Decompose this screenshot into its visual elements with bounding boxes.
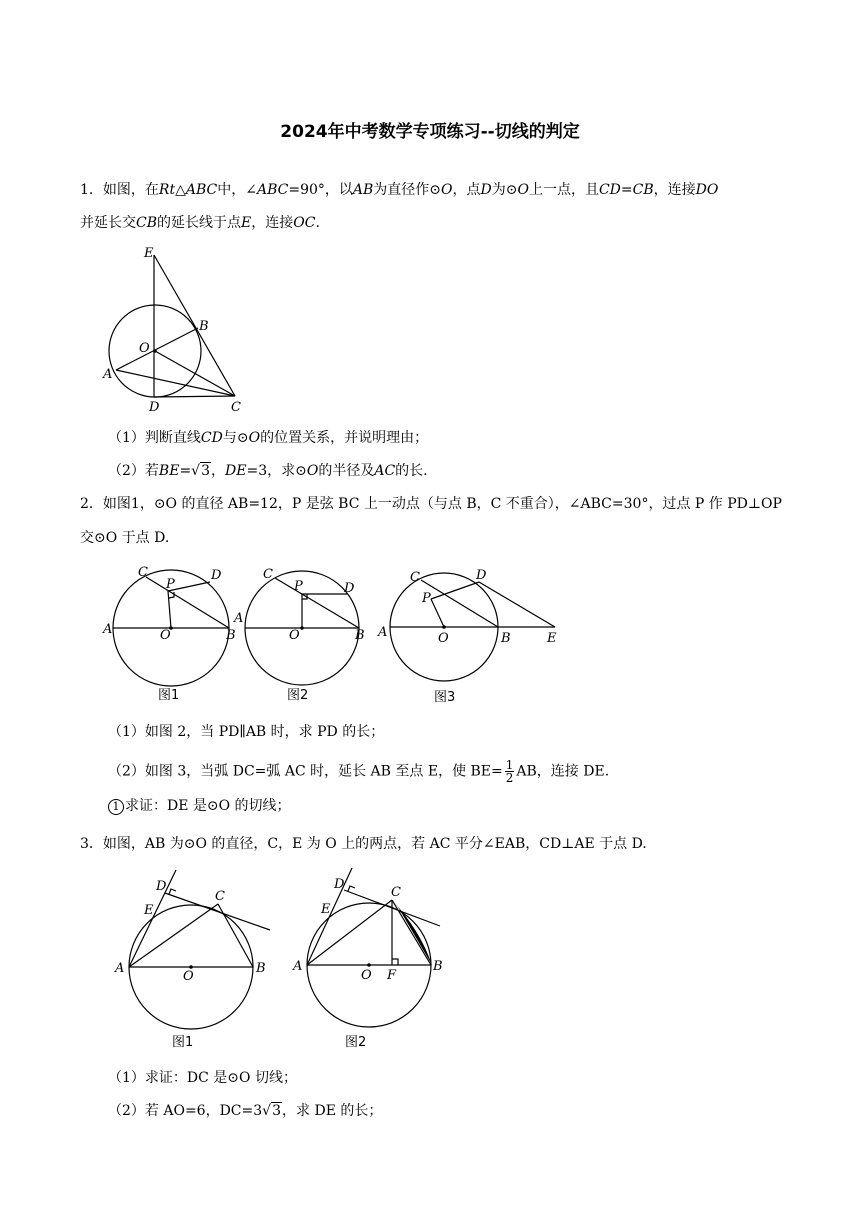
q1-sub2 — [108, 461, 428, 481]
q2-figure-2 — [230, 562, 370, 712]
q2-fig2-caption: 图2 — [287, 688, 309, 703]
q1-label-c: C — [231, 400, 241, 415]
q1-text: 1．如图，在 — [80, 182, 159, 198]
q1-label-o: O — [139, 341, 150, 356]
q2-f3-label-e: E — [547, 631, 557, 646]
q2-f3-label-d: D — [476, 568, 487, 583]
q1-text: ABC — [256, 182, 289, 198]
q2-f2-label-d: D — [344, 581, 355, 596]
sqrt-radicand: 3 — [201, 463, 211, 479]
q1-text: BE — [158, 463, 180, 479]
q1-figure — [95, 245, 255, 415]
q2-f2-label-p: P — [294, 579, 303, 594]
q2-f2-label-a: A — [234, 611, 244, 626]
sqrt-symbol: √3 — [191, 463, 211, 479]
q1-text: ，连接 — [251, 215, 294, 231]
q1-text: Rt△ABC — [158, 182, 218, 198]
q3-f1-label-a: A — [115, 961, 125, 976]
q2-f1-label-b: B — [226, 628, 236, 643]
q3-f2-label-b: B — [433, 959, 443, 974]
q1-text: =3，求⊙ — [246, 463, 307, 479]
q2-f1-label-d: D — [211, 568, 222, 583]
q1-line2 — [80, 213, 320, 233]
q3-text: （2）若 AO=6，DC= — [108, 1103, 254, 1119]
q3-text: ，求 DE 的长； — [282, 1103, 383, 1119]
q1-text: 的长. — [395, 463, 428, 479]
q1-line1 — [80, 180, 718, 200]
q2-f3-label-c: C — [410, 570, 420, 585]
q1-text: . — [315, 215, 320, 231]
q2-text: 求证：DE 是⊙O 的切线； — [125, 798, 291, 814]
q3-f1-label-o: O — [183, 969, 194, 984]
q1-sub1 — [108, 428, 428, 448]
q3-sub2 — [108, 1101, 382, 1121]
q2-f3-label-b: B — [501, 631, 511, 646]
q1-label-d: D — [149, 400, 160, 415]
q1-text: CD=CB — [598, 182, 654, 198]
q1-text: =90°，以 — [288, 182, 353, 198]
q2-figure-3 — [375, 562, 575, 712]
q1-text: AC — [374, 463, 396, 479]
q1-text: ， — [211, 463, 226, 479]
q1-text: ，点 — [452, 182, 481, 198]
q1-text: 为⊙ — [491, 182, 518, 198]
q3-sub1: （1）求证：DC 是⊙O 切线； — [108, 1070, 297, 1086]
fraction — [505, 759, 515, 784]
q1-text: DO — [695, 182, 719, 198]
q3-figure-1 — [110, 866, 280, 1056]
q2-fig3-caption: 图3 — [434, 690, 456, 705]
q3-f2-label-a: A — [293, 959, 303, 974]
q3-f2-label-c: C — [391, 885, 401, 900]
q1-text: O — [248, 430, 261, 446]
q1-text: DE — [225, 463, 247, 479]
q2-f3-label-a: A — [378, 625, 388, 640]
q1-text: （1）判断直线 — [108, 430, 201, 446]
q3-fig2-caption: 图2 — [345, 1035, 367, 1050]
q2-line1: 2．如图1，⊙O 的直径 AB=12，P 是弦 BC 上一动点（与点 B，C 不重合），∠ABC=30°，过点 P 作 PD⊥OP — [80, 496, 782, 512]
q2-f2-label-c: C — [263, 567, 273, 582]
q1-text: = — [179, 463, 192, 479]
q2-figure-1 — [100, 562, 240, 712]
q1-text: O — [441, 182, 453, 198]
q1-text: 的延长线于点 — [157, 215, 241, 231]
q1-label-e: E — [144, 246, 154, 261]
q3-fig1-caption: 图1 — [172, 1035, 194, 1050]
q3-f2-label-o: O — [361, 968, 372, 983]
q2-line2: 交⊙O 于点 D. — [80, 530, 170, 546]
q1-text: 的位置关系，并说明理由； — [260, 430, 429, 446]
q2-f1-label-o: O — [160, 628, 171, 643]
q1-text: AB — [352, 182, 374, 198]
q3-f1-label-d: D — [156, 879, 167, 894]
q2-sub3 — [108, 796, 291, 816]
q1-text: 上一点，且 — [528, 182, 599, 198]
q1-text: O — [306, 463, 319, 479]
q2-sub2 — [108, 759, 609, 784]
fraction-denominator: 2 — [505, 771, 514, 785]
q3-f1-label-c: C — [215, 889, 225, 904]
q1-text: 与⊙ — [222, 430, 249, 446]
q1-text: ，连接 — [653, 182, 696, 198]
q1-text: 的半径及 — [318, 463, 375, 479]
q1-text: CB — [136, 215, 157, 231]
q1-text: 并延长交 — [80, 215, 136, 231]
q2-f2-label-o: O — [289, 628, 300, 643]
q2-f1-label-a: A — [103, 622, 113, 637]
q2-f1-label-p: P — [166, 577, 175, 592]
q2-fig1-caption: 图1 — [158, 688, 180, 703]
q1-text: 为直径作⊙ — [373, 182, 442, 198]
q3-f2-label-d: D — [334, 877, 345, 892]
sqrt-radicand: 3 — [272, 1103, 282, 1119]
q3-figure-2 — [290, 866, 460, 1056]
q1-text: E — [241, 215, 252, 231]
sqrt-symbol: √3 — [262, 1103, 282, 1119]
q1-label-b: B — [199, 319, 209, 334]
q3-line1: 3．如图，AB 为⊙O 的直径，C，E 为 O 上的两点，若 AC 平分∠EAB，CD⊥AE 于点 D. — [80, 836, 647, 852]
q3-f1-label-b: B — [256, 961, 266, 976]
q3-f2-label-e: E — [321, 902, 331, 917]
q2-f3-label-p: P — [422, 591, 431, 606]
q3-f1-label-e: E — [144, 903, 154, 918]
q1-text: D — [480, 182, 492, 198]
q1-text: CD — [200, 430, 223, 446]
q1-text: 中，∠ — [217, 182, 257, 198]
q2-sub1: （1）如图 2，当 PD∥AB 时，求 PD 的长； — [108, 724, 385, 740]
q2-f2-label-b: B — [355, 628, 365, 643]
q1-label-a: A — [103, 367, 113, 382]
q2-text: AB，连接 DE. — [516, 763, 610, 780]
q2-f1-label-c: C — [138, 565, 148, 580]
q1-text: （2）若 — [108, 463, 159, 479]
q2-text: （2）如图 3，当弧 DC=弧 AC 时，延长 AB 至点 E，使 BE= — [108, 763, 503, 780]
page-title: 2024年中考数学专项练习--切线的判定 — [280, 122, 580, 142]
q1-text: OC — [293, 215, 316, 231]
q3-text: 3 — [253, 1103, 263, 1119]
q1-text: O — [517, 182, 529, 198]
fraction-numerator: 1 — [505, 758, 514, 772]
q3-f2-label-f: F — [387, 968, 397, 983]
q2-f3-label-o: O — [438, 631, 449, 646]
circled-number: 1 — [108, 799, 124, 815]
